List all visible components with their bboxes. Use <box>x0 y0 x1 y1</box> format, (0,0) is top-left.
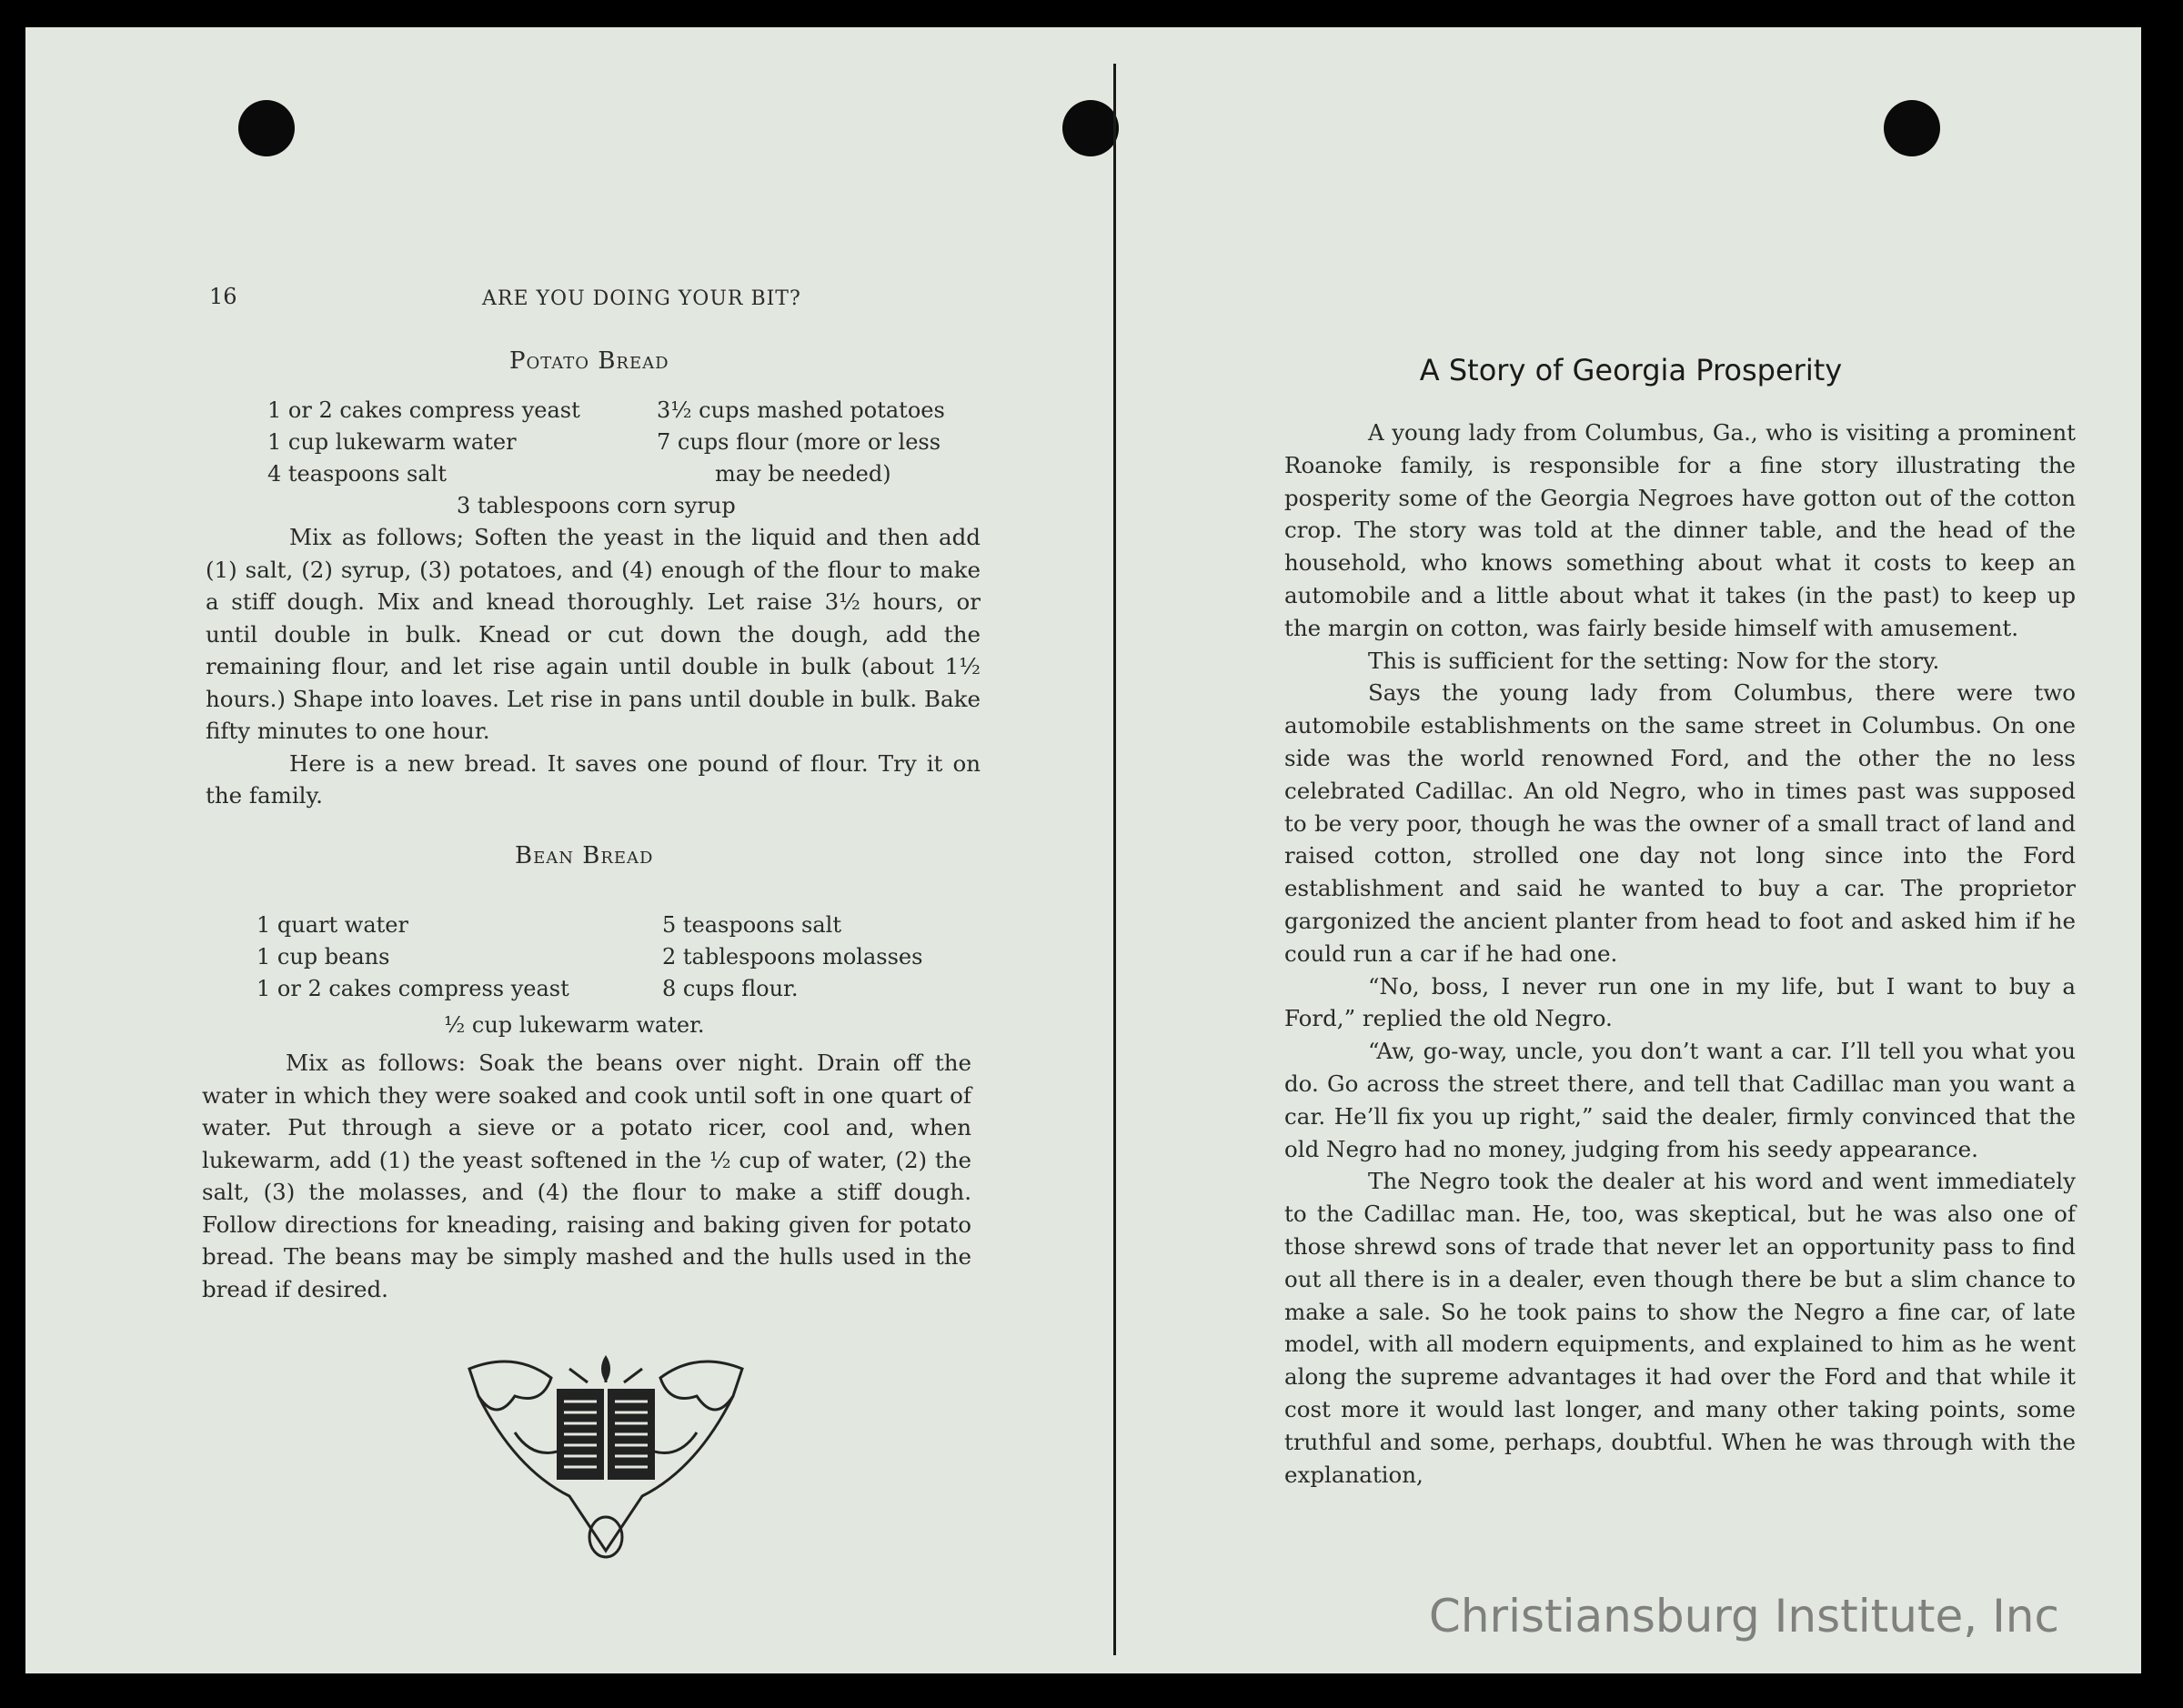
story-paragraph: “Aw, go-way, uncle, you don’t want a car. I’ll tell you what you do. Go across the street there, and tell that Cadillac man you want a car. He’ll fix you up right,” said the dealer, firmly convinced that the old Negro had no money, judging from his seedy appearance. <box>1284 1038 2076 1162</box>
book-spread <box>25 27 2141 1673</box>
ingredient: 1 quart water <box>257 912 408 938</box>
bean-ingredient-center: ½ cup lukewarm water. <box>444 1012 705 1038</box>
story-paragraph: “No, boss, I never run one in my life, but I want to buy a Ford,” replied the old Negro. <box>1284 972 2076 1032</box>
watermark: Christiansburg Institute, Inc <box>1428 1590 2059 1643</box>
running-title: ARE YOU DOING YOUR BIT? <box>482 287 801 310</box>
story-paragraph: Says the young lady from Columbus, there were two automobile establishments on the same street in Columbus. On one side was the world renowned Ford, and the other the no less celebrated Cadillac. An old Negro, who in times past was supposed to be very poor, though he was the owner of a small tract of land and raised cotton, strolled one day not long since into the Ford establishment and said he wanted to buy a car. The proprietor gargonized the ancient planter from head to foot and asked him if he could run a car if he had one. <box>1284 679 2076 967</box>
ingredient: 4 teaspoons salt <box>267 461 447 487</box>
potato-ingredients-col1 <box>267 395 580 490</box>
story-paragraph: A young lady from Columbus, Ga., who is visiting a prominent Roanoke family, is responsible for a fine story illustrating the posperity some of the Georgia Negroes have gotton out of the cotton crop. The story was told at the dinner table, and the head of the household, who knows something about what it costs to keep an automobile and a little about what it takes (in the past) to keep up the margin on cotton, was fairly beside himself with amusement. <box>1284 419 2076 641</box>
ingredient: 1 cup beans <box>257 944 390 970</box>
method-text: Mix as follows; Soften the yeast in the liquid and then add (1) salt, (2) syrup, (3) potatoes, and (4) enough of the flour to make a stiff dough. Mix and knead thoroughly. Let raise 3½ hours, or until double in bulk. Knead or cut down the dough, add the remaining flour, and let rise again until double in bulk (about 1½ hours.) Shape into loaves. Let rise in pans until double in bulk. Bake fifty minutes to one hour. <box>206 524 981 744</box>
ingredient: 3½ cups mashed potatoes <box>657 397 945 423</box>
page-number: 16 <box>209 284 237 309</box>
story-paragraph: The Negro took the dealer at his word and went immediately to the Cadillac man. He, too, was skeptical, but he was also one of those shrewd sons of trade that never let an opportunity pass to find out all there is in a dealer, even though there be but a slim chance to make a sale. So he took pains to show the Negro a fine car, of late model, with all modern equipments, and explained to him as he went along the supreme advantages it had over the Ford and that while it cost more it would last longer, and many other taking points, some truthful and some, perhaps, doubtful. When he was through with the explanation, <box>1284 1168 2076 1488</box>
ingredient: 1 or 2 cakes compress yeast <box>257 976 569 1001</box>
potato-bread-title: Potato Bread <box>509 347 669 375</box>
potato-method <box>206 521 981 812</box>
bean-ingredients-col2 <box>662 909 922 1005</box>
note-text: Here is a new bread. It saves one pound of flour. Try it on the family. <box>206 749 981 809</box>
story-paragraph: This is sufficient for the setting: Now for the story. <box>1368 647 1940 674</box>
potato-ingredients-col2 <box>657 395 945 490</box>
ingredient: 7 cups flour (more or less <box>657 429 941 455</box>
right-page <box>1121 27 2141 1673</box>
potato-ingredient-center: 3 tablespoons corn syrup <box>457 493 736 518</box>
bean-ingredients-col1 <box>257 909 569 1005</box>
ingredient: 1 or 2 cakes compress yeast <box>267 397 580 423</box>
bean-method <box>202 1047 971 1305</box>
ingredient: 1 cup lukewarm water <box>267 429 517 455</box>
ingredient: 2 tablespoons molasses <box>662 944 923 970</box>
bean-bread-title: Bean Bread <box>515 842 654 869</box>
left-page <box>25 27 1117 1673</box>
book-lamp-ornament-icon <box>460 1341 751 1569</box>
ingredient: 5 teaspoons salt <box>662 912 841 938</box>
method-text: Mix as follows: Soak the beans over night. Drain off the water in which they were soaked and cook until soft in one quart of water. Put through a sieve or a potato ricer, cool and, when lukewarm, add (1) the yeast softened in the ½ cup of water, (2) the salt, (3) the molasses, and (4) the flour to make a stiff dough. Follow directions for kneading, raising and baking given for potato bread. The beans may be simply mashed and the hulls used in the bread if desired. <box>202 1050 971 1302</box>
ingredient: 8 cups flour. <box>662 976 799 1001</box>
story-title: A Story of Georgia Prosperity <box>1419 353 1843 387</box>
ingredient: may be needed) <box>715 461 891 487</box>
story-body <box>1284 417 2076 1491</box>
